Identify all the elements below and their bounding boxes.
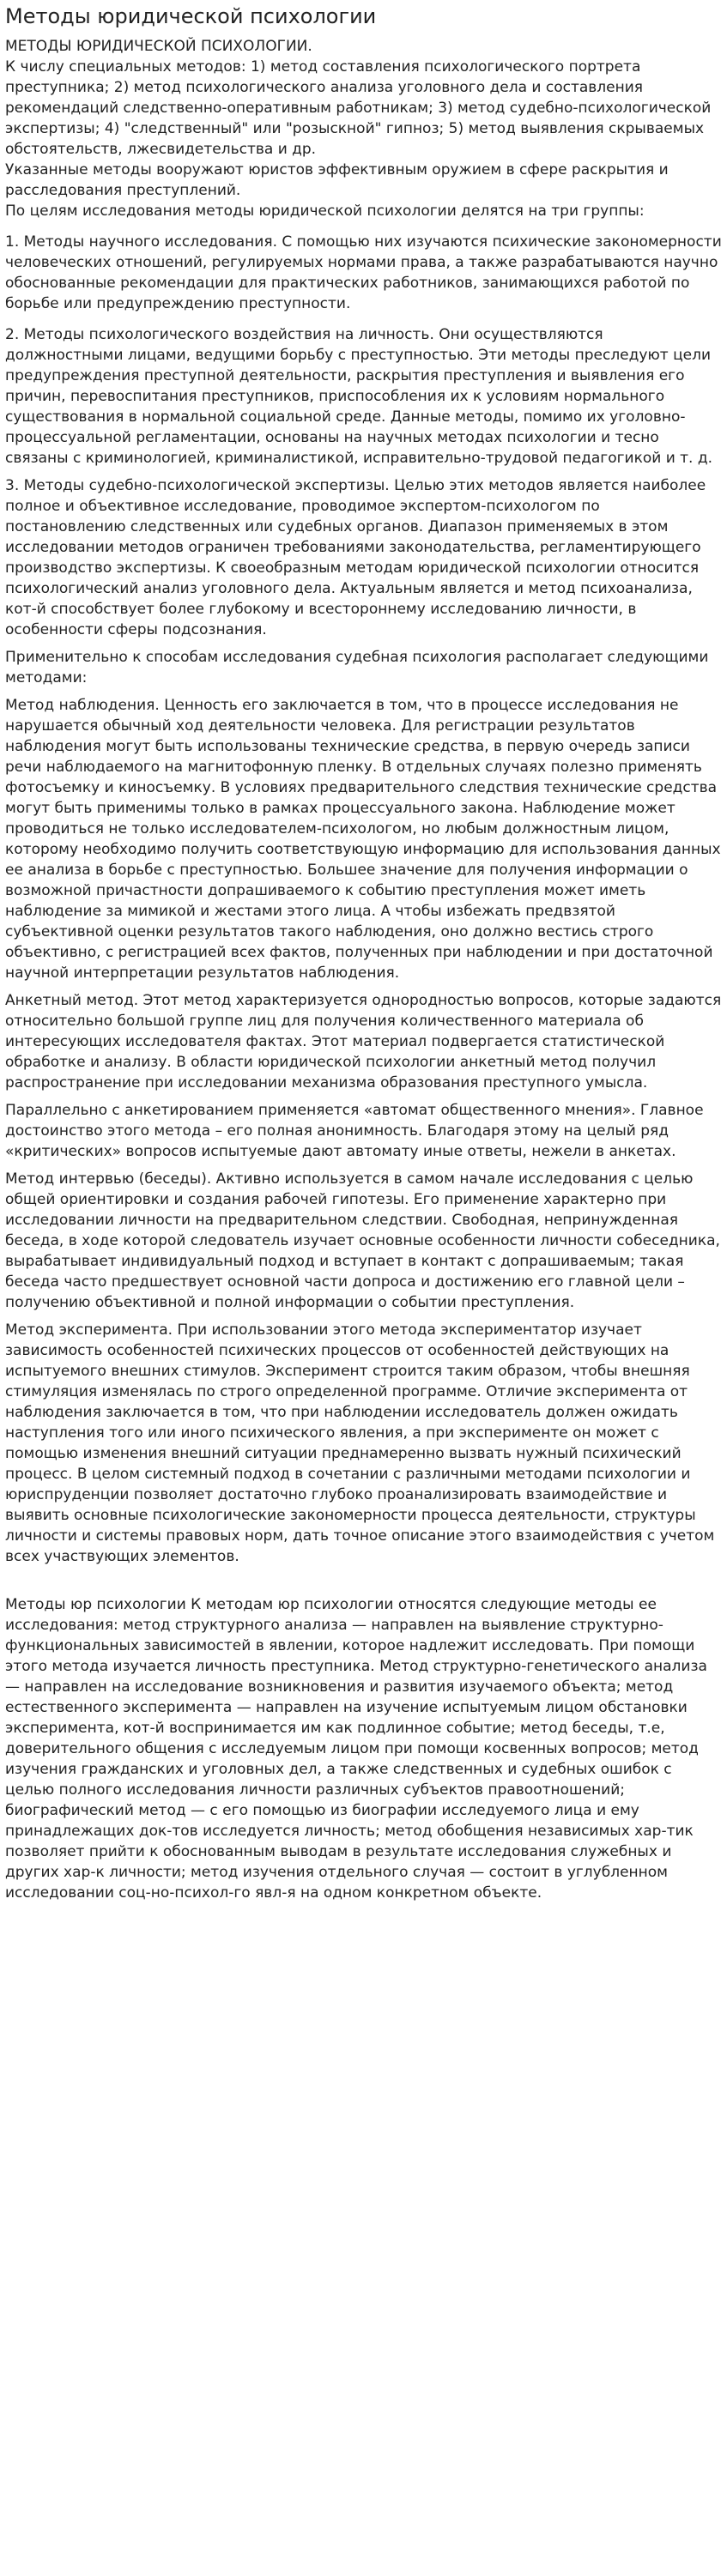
paragraph-expertise-methods: 3. Методы судебно-психологической экспертизы. Целью этих методов является наиболее полное и объективное исследование, проводимое экспертом-психологом по постановлению следственных или судебных органов. Диапазон применяемых в этом исследовании методов ограничен требованиями законодательства, регламентирующего производство экспертизы. К своеобразным методам юридической психологии относится психологический анализ уголовного дела. Актуальным является и метод психоанализа, кот-й способствует более глубокому и всестороннему исследованию личности, в особенности сферы подсознания. <box>5 477 706 638</box>
paragraph-research-methods: 1. Методы научного исследования. С помощью них изучаются психические закономерности человеческих отношений, регулируемых нормами права, а также разрабатываются научно обоснованные рекомендации для практических работников, занимающихся работой по борьбе или предупреждению преступности. <box>5 233 722 312</box>
paragraph-observation-method: Метод наблюдения. Ценность его заключается в том, что в процессе исследования не нарушается обычный ход деятельности человека. Для регистрации результатов наблюдения могут быть использованы технические средства, в первую очередь записи речи наблюдаемого на магнитофонную пленку. В отдельных случаях полезно применять фотосъемку и киносъемку. В условиях предварительного следствия технические средства могут быть применимы только в рамках процессуального закона. Наблюдение может проводиться не только исследователем-психологом, но любым должностным лицом, которому необходимо получить соответствующую информацию для использования данных ее анализа в борьбе с преступностью. Большее значение для получения информации о возможной причастности допрашиваемого к событию преступления может иметь наблюдение за мимикой и жестами этого лица. А чтобы избежать предвзятой субъективной оценки результатов такого наблюдения, оно должно вестись строго объективно, с регистрацией всех фактов, полученных при наблюдении и при достаточной научной интерпретации результатов наблюдения. <box>5 697 721 982</box>
paragraph-interview-method: Метод интервью (беседы). Активно используется в самом начале исследования с целью общей ориентировки и создания рабочей гипотезы. Его применение характерно при исследовании личности на предварительном следствии. Свободная, непринужденная беседа, в ходе которой следователь изучает основные особенности личности собеседника, вырабатывает индивидуальный подход и вступает в контакт с допрашиваемым; такая беседа часто предшествует основной части допроса и достижению его главной цели – получению объективной и полной информации о событии преступления. <box>5 1170 720 1311</box>
paragraph-experiment-method: Метод эксперимента. При использовании этого метода экспериментатор изучает зависимость особенностей психических процессов от особенностей действующих на испытуемого внешних стимулов. Эксперимент строится таким образом, чтобы внешняя стимуляция изменялась по строго определенной программе. Отличие эксперимента от наблюдения заключается в том, что при наблюдении исследователь должен ожидать наступления того или иного психического явления, а при эксперименте он может с помощью изменения внешний ситуации преднамеренно вызвать нужный психический процесс. В целом системный подход в сочетании с различными методами психологии и юриспруденции позволяет достаточно глубоко проанализировать взаимодействие и выявить основные психологические закономерности процесса деятельности, структуры личности и системы правовых норм, дать точное описание этого взаимодействия с учетом всех участвующих элементов. <box>5 1321 715 1565</box>
paragraph-legal-psychology-methods: Методы юр психологии К методам юр психологии относятся следующие методы ее исследования: метод структурного анализа — направлен на выявление структурно-функциональных зависимостей в явлении, которое надлежит исследовать. При помощи этого метода изучается личность преступника. Метод структурно-генетического анализа — направлен на исследование возникновения и развития изучаемого объекта; метод естественного эксперимента — направлен на изучение испытуемым лицом обстановки эксперимента, кот-й воспринимается им как подлинное событие; метод беседы, т.е, доверительного общения с исследуемым лицом при помощи косвенных вопросов; метод изучения гражданских и уголовных дел, а также следственных и судебных ошибок с целью полного исследования личности различных субъектов правоотношений; биографический метод — с его помощью из биографии исследуемого лица и ему принадлежащих док-тов исследуется личность; метод обобщения независимых хар-тик позволяет прийти к обоснованным выводам в результате исследования служебных и других хар-к личности; метод изучения отдельного случая — состоит в углубленном исследовании соц-но-психол-го явл-я на одном конкретном объекте. <box>5 1596 707 1902</box>
paragraph-public-opinion-machine: Параллельно с анкетированием применяется «автомат общественного мнения». Главное достоинство этого метода – его полная анонимность. Благодаря этому на целый ряд «критических» вопросов испытуемые дают автомату иные ответы, нежели в анкетах. <box>5 1102 704 1160</box>
intro-text: МЕТОДЫ ЮРИДИЧЕСКОЙ ПСИХОЛОГИИ. К числу специальных методов: 1) метод составления психологического портрета преступника; 2) метод психологического анализа уголовного дела и составления рекомендаций следственно-оперативным работникам; 3) метод судебно-психологической экспертизы; 4) "следственный" или "розыскной" гипноз; 5) метод выявления скрываемых обстоятельств, лжесвидетельства и др. Указанные методы вооружают юристов эффективным оружием в сфере раскрытия и расследования преступлений. По целям исследования методы юридической психологии делятся на три группы: <box>5 38 712 220</box>
paragraph-questionnaire-method: Анкетный метод. Этот метод характеризуется однородностью вопросов, которые задаются относительно большой группе лиц для получения количественного материала об интересующих исследователя фактах. Этот материал подвергается статистической обработке и анализу. В области юридической психологии анкетный метод получил распространение при исследовании механизма образования преступного умысла. <box>5 992 722 1091</box>
paragraph-methods-by-approach: Применительно к способам исследования судебная психология располагает следующими методами: <box>5 649 709 686</box>
page-title: Методы юридической психологии <box>5 4 377 28</box>
paragraph-influence-methods: 2. Методы психологического воздействия на личность. Они осуществляются должностными лицами, ведущими борьбу с преступностью. Эти методы преследуют цели предупреждения преступной деятельности, раскрытия преступления и выявления его причин, перевоспитания преступников, приспособления их к условиям нормального существования в нормальной социальной среде. Данные методы, помимо их уголовно-процессуальной регламентации, основаны на научных методах психологии и тесно связаны с криминологией, криминалистикой, исправительно-трудовой педагогикой и т. д. <box>5 326 713 467</box>
